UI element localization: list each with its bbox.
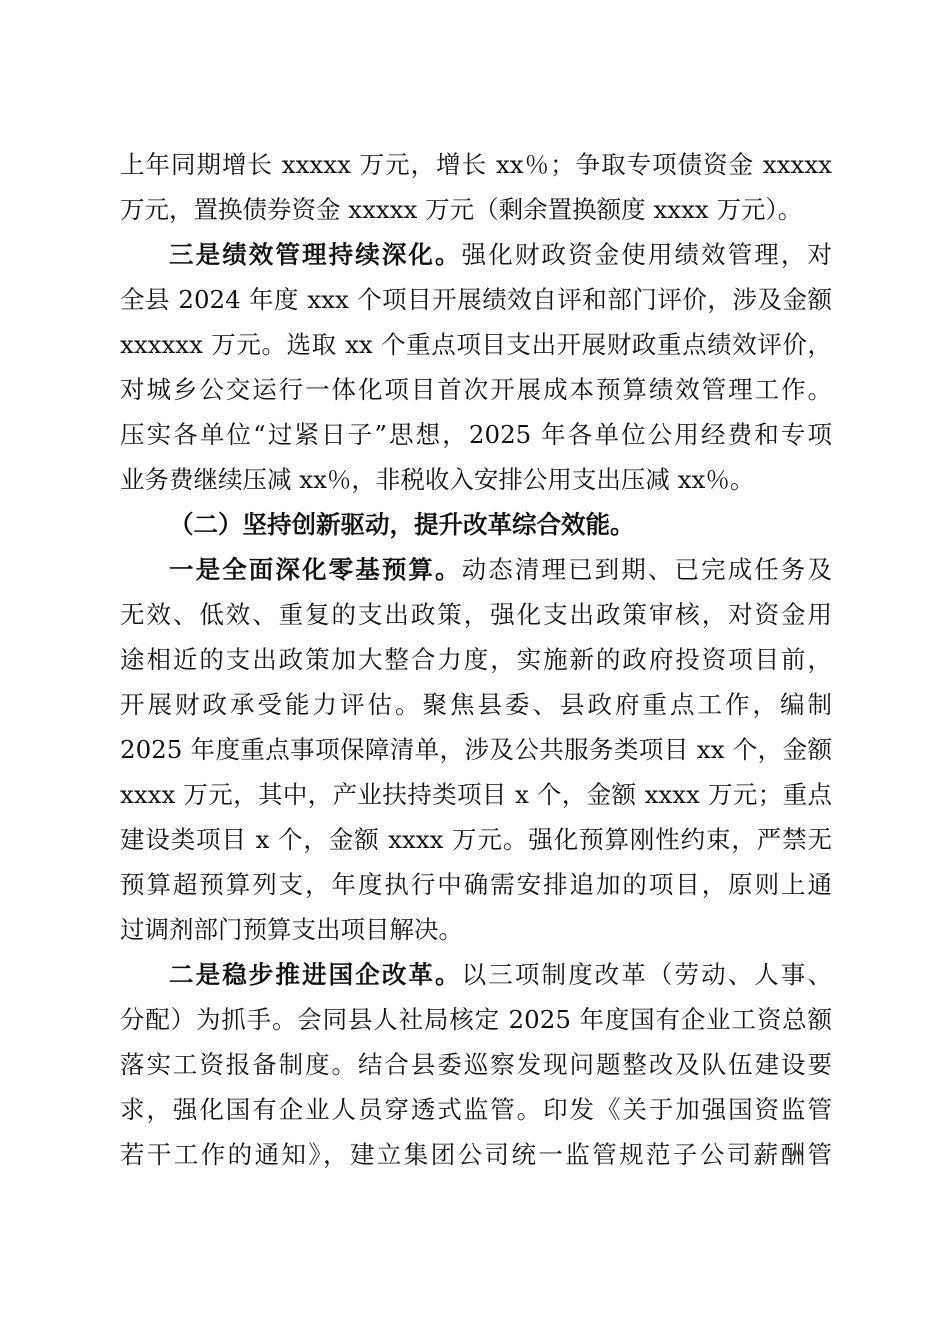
- paragraph-line: xxxxxx 万元。选取 xx 个重点项目支出开展财政重点绩效评价，: [120, 330, 832, 359]
- paragraph-line: 上年同期增长 xxxxx 万元，增长 xx％；争取专项债资金 xxxxx: [120, 150, 832, 179]
- paragraph-first-line: [169, 550, 832, 590]
- paragraph-line: 对城乡公交运行一体化项目首次开展成本预算绩效管理工作。: [120, 375, 832, 404]
- paragraph-text: 以三项制度改革（劳动、人事、: [461, 960, 833, 989]
- paragraph-line: 建设类项目 x 个，金额 xxxx 万元。强化预算刚性约束，严禁无: [120, 825, 832, 854]
- paragraph-line: 压实各单位“过紧日子”思想，2025 年各单位公用经费和专项: [120, 420, 832, 449]
- paragraph-first-line: [169, 955, 832, 995]
- paragraph-line: 途相近的支出政策加大整合力度，实施新的政府投资项目前，: [120, 645, 832, 674]
- paragraph-line: xxxx 万元，其中，产业扶持类项目 x 个，金额 xxxx 万元；重点: [120, 780, 832, 809]
- paragraph-line: 若干工作的通知》，建立集团公司统一监管规范子公司薪酬管: [120, 1140, 832, 1169]
- paragraph-line: 落实工资报备制度。结合县委巡察发现问题整改及队伍建设要: [120, 1050, 832, 1079]
- paragraph-line: 求，强化国有企业人员穿透式监管。印发《关于加强国资监管: [120, 1095, 832, 1124]
- paragraph-lead: 一是全面深化零基预算。: [169, 555, 462, 584]
- paragraph-line: 分配）为抓手。会同县人社局核定 2025 年度国有企业工资总额: [120, 1005, 832, 1034]
- paragraph-line: 无效、低效、重复的支出政策，强化支出政策审核，对资金用: [120, 600, 832, 629]
- paragraph-lead: 三是绩效管理持续深化。: [169, 240, 462, 269]
- paragraph-line: 过调剂部门预算支出项目解决。: [120, 915, 463, 944]
- paragraph-text: 动态清理已到期、已完成任务及: [461, 555, 833, 584]
- paragraph-lead: 二是稳步推进国企改革。: [169, 960, 462, 989]
- paragraph-line: 全县 2024 年度 xxx 个项目开展绩效自评和部门评价，涉及金额: [120, 285, 832, 314]
- paragraph-line: 开展财政承受能力评估。聚焦县委、县政府重点工作，编制: [120, 690, 832, 719]
- paragraph-text: 强化财政资金使用绩效管理，对: [461, 240, 833, 269]
- paragraph-first-line: [169, 235, 832, 275]
- paragraph-line: 2025 年度重点事项保障清单，涉及公共服务类项目 xx 个，金额: [120, 735, 832, 764]
- paragraph-line: 万元，置换债券资金 xxxxx 万元（剩余置换额度 xxxx 万元）。: [120, 195, 803, 224]
- paragraph-line: 业务费继续压减 xx％，非税收入安排公用支出压减 xx％。: [120, 465, 755, 494]
- paragraph-line: 预算超预算列支，年度执行中确需安排追加的项目，原则上通: [120, 870, 832, 899]
- section-heading: （二）坚持创新驱动，提升改革综合效能。: [169, 510, 635, 539]
